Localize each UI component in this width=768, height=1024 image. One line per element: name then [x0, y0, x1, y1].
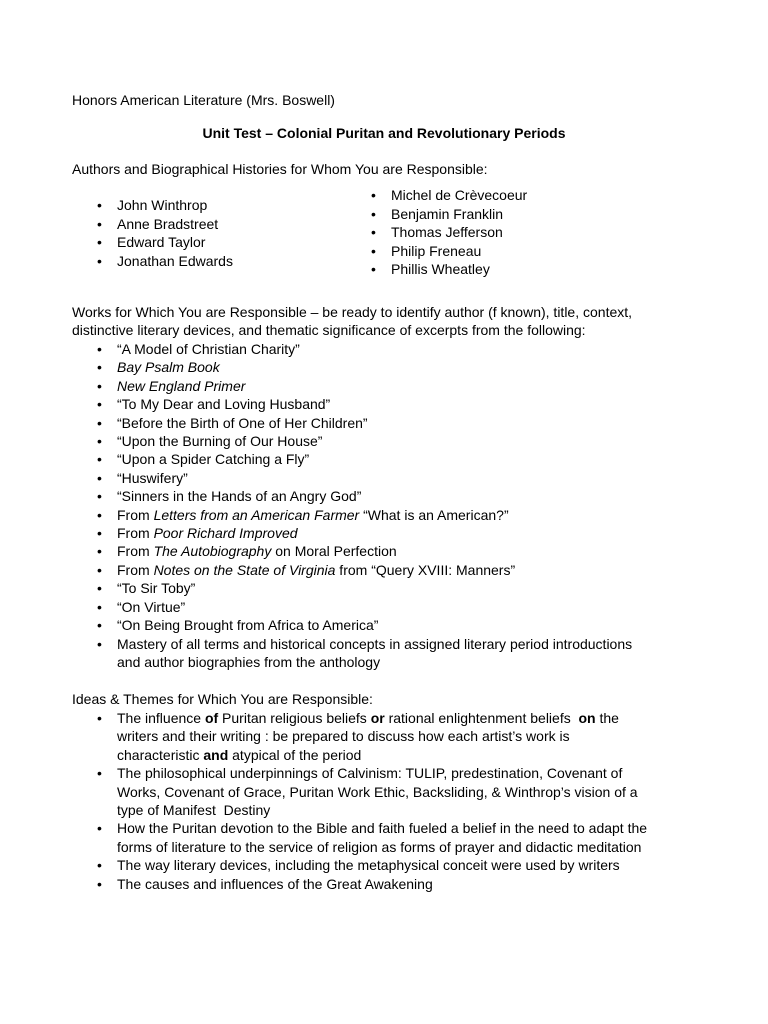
list-item: • Edward Taylor — [117, 233, 233, 252]
list-item: • From Poor Richard Improved — [117, 524, 717, 542]
works-intro-line-2: distinctive literary devices, and thematic significance of excerpts from the following: — [72, 322, 586, 338]
list-item: • “On Being Brought from Africa to America” — [117, 616, 717, 634]
list-item: • From Notes on the State of Virginia from “Query XVIII: Manners” — [117, 561, 717, 579]
authors-list-left — [117, 196, 233, 270]
list-item: • Benjamin Franklin — [391, 205, 527, 224]
list-item: • “Upon a Spider Catching a Fly” — [117, 450, 717, 468]
course-header: Honors American Literature (Mrs. Boswell) — [72, 92, 335, 108]
works-list — [117, 340, 717, 671]
list-item: • Bay Psalm Book — [117, 358, 717, 376]
list-item: • Jonathan Edwards — [117, 252, 233, 271]
authors-intro: Authors and Biographical Histories for Whom You are Responsible: — [72, 161, 488, 177]
list-item: • “Before the Birth of One of Her Children” — [117, 414, 717, 432]
list-item: • Phillis Wheatley — [391, 260, 527, 279]
list-item: • “Sinners in the Hands of an Angry God” — [117, 487, 717, 505]
list-item: • “To My Dear and Loving Husband” — [117, 395, 717, 413]
list-item: • How the Puritan devotion to the Bible and faith fueled a belief in the need to adapt the forms of literature to the service of religion as forms of prayer and didactic meditation — [117, 819, 717, 856]
list-item: • “Upon the Burning of Our House” — [117, 432, 717, 450]
list-item: • “On Virtue” — [117, 598, 717, 616]
list-item: • John Winthrop — [117, 196, 233, 215]
list-item: • The causes and influences of the Great Awakening — [117, 875, 717, 893]
list-item: • From The Autobiography on Moral Perfection — [117, 542, 717, 560]
list-item: • The philosophical underpinnings of Calvinism: TULIP, predestination, Covenant of Works, Covenant of Grace, Puritan Work Ethic, Backsliding, & Winthrop’s vision of a type of Manifest Destiny — [117, 764, 717, 819]
list-item: • Mastery of all terms and historical concepts in assigned literary period introductions and author biographies from the anthology — [117, 635, 717, 672]
list-item: • The influence of Puritan religious beliefs or rational enlightenment beliefs on the writers and their writing : be prepared to discuss how each artist’s work is characteristic and atypical of the period — [117, 709, 717, 764]
page-title: Unit Test – Colonial Puritan and Revolutionary Periods — [202, 125, 566, 141]
authors-list-right — [391, 186, 527, 279]
list-item: • “A Model of Christian Charity” — [117, 340, 717, 358]
list-item: • From Letters from an American Farmer “What is an American?” — [117, 506, 717, 524]
list-item: • Michel de Crèvecoeur — [391, 186, 527, 205]
list-item: • Philip Freneau — [391, 242, 527, 261]
works-intro-line-1: Works for Which You are Responsible – be ready to identify author (f known), title, context, — [72, 304, 633, 320]
ideas-intro: Ideas & Themes for Which You are Responsible: — [72, 691, 373, 707]
list-item: • Anne Bradstreet — [117, 215, 233, 234]
list-item: • “To Sir Toby” — [117, 579, 717, 597]
list-item: • New England Primer — [117, 377, 717, 395]
list-item: • Thomas Jefferson — [391, 223, 527, 242]
list-item: • “Huswifery” — [117, 469, 717, 487]
list-item: • The way literary devices, including the metaphysical conceit were used by writers — [117, 856, 717, 874]
ideas-list — [117, 709, 717, 893]
